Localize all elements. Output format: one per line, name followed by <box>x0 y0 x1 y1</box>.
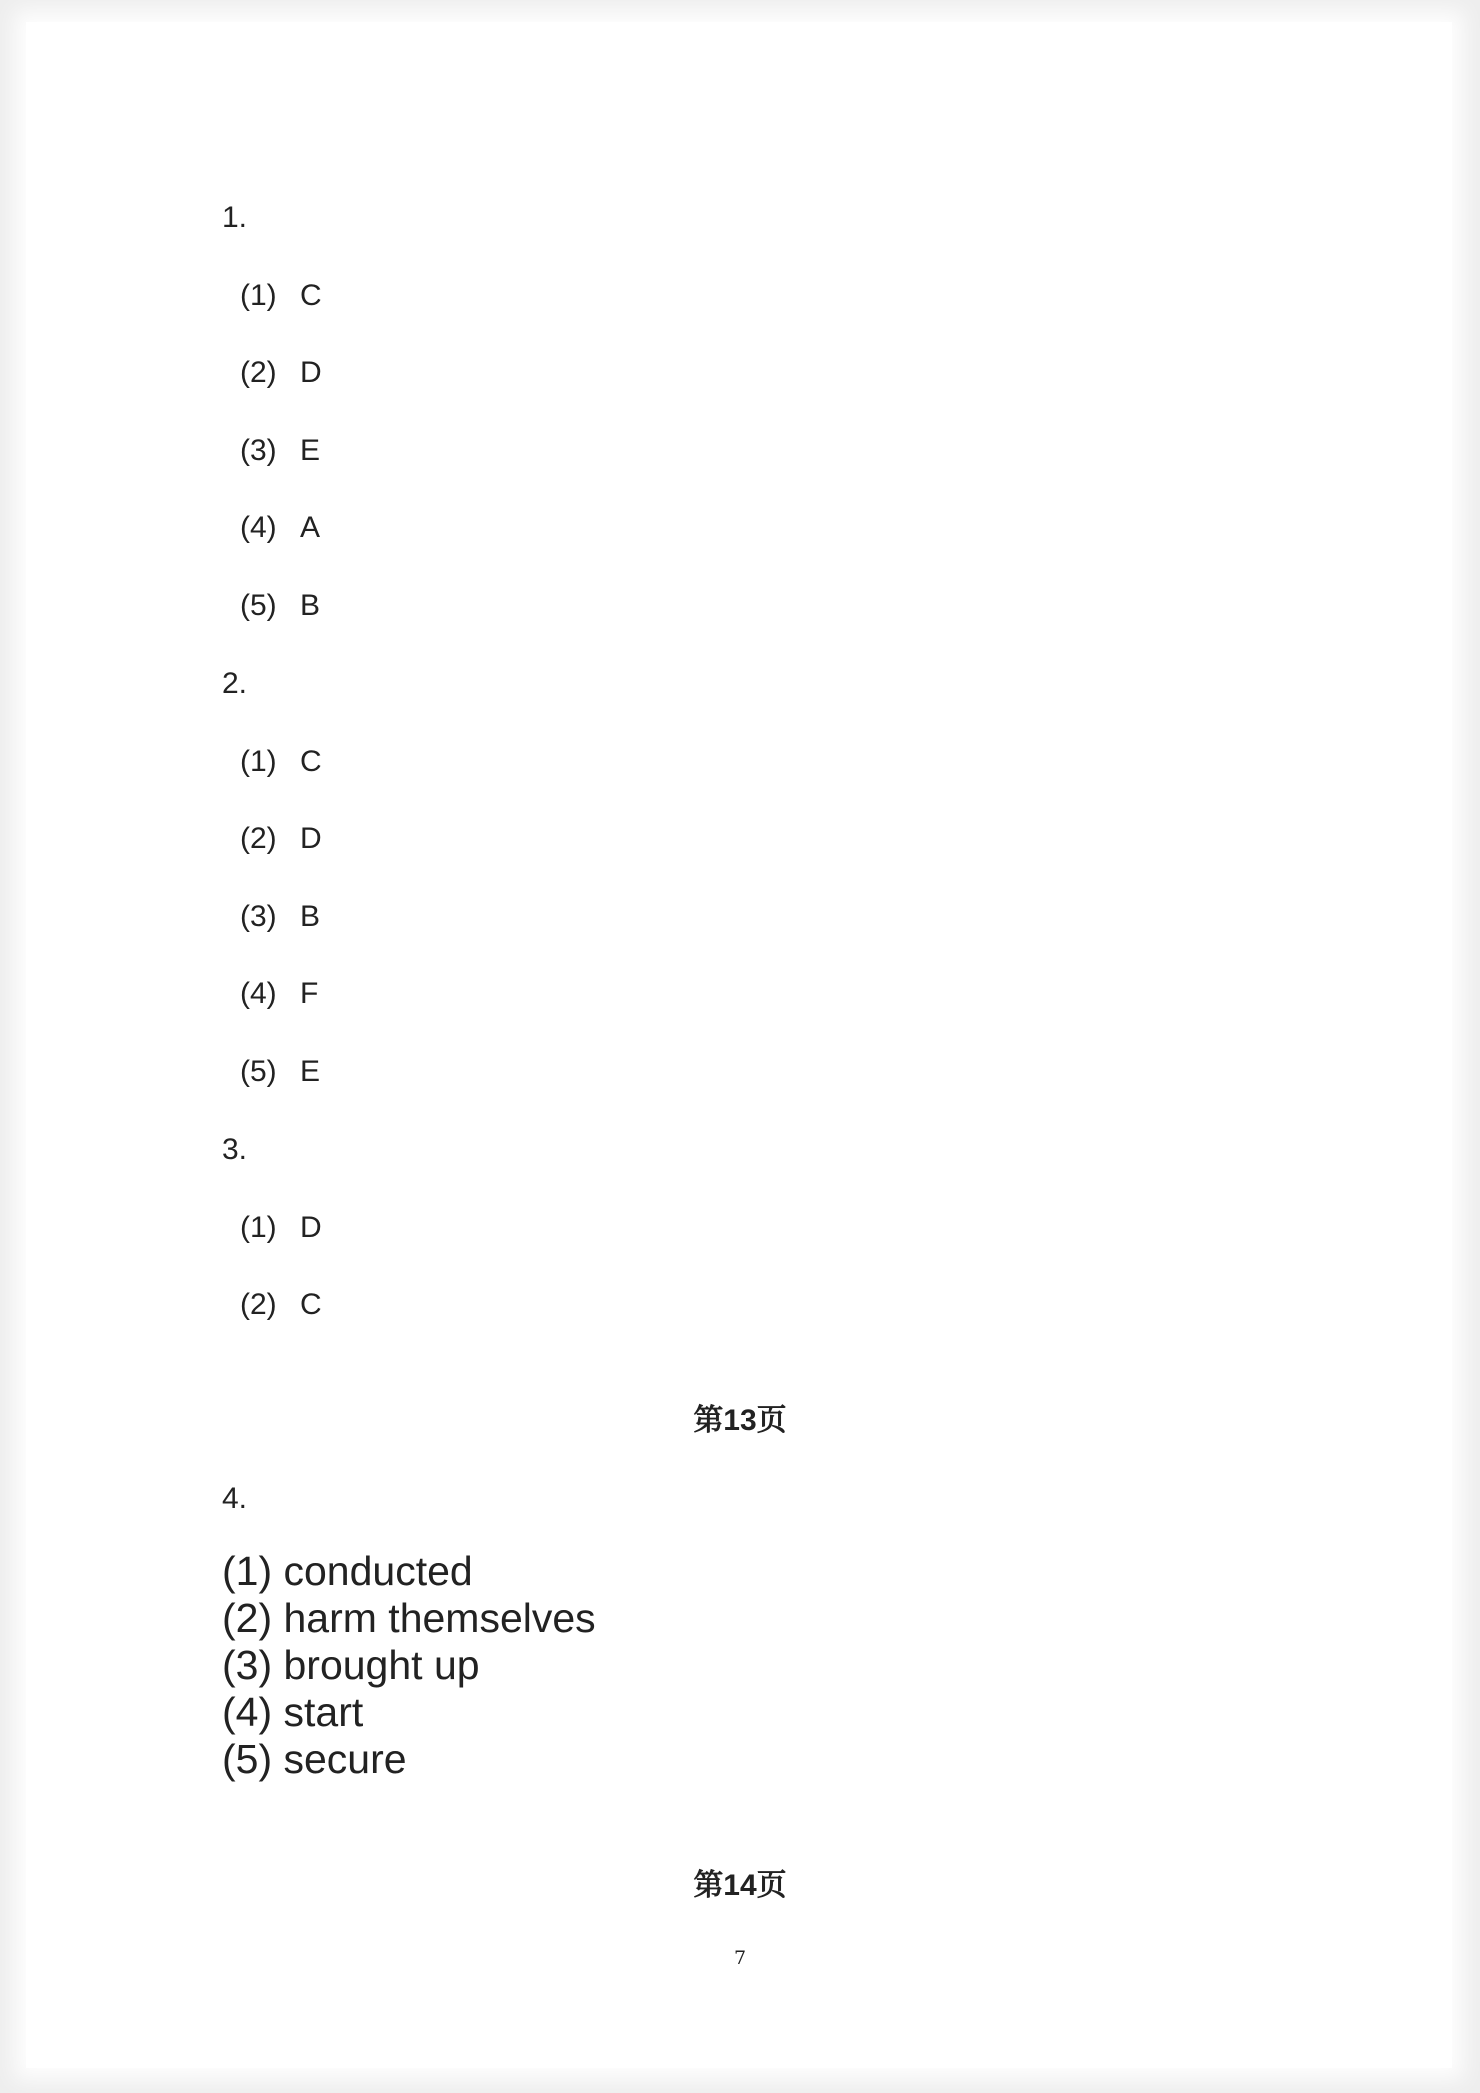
answer-1-3 <box>240 433 320 469</box>
answer-1-2 <box>240 355 322 391</box>
answer-label: (2) <box>240 822 277 855</box>
page-number: 7 <box>733 1947 747 1969</box>
answer-label: (5) <box>240 589 277 622</box>
answer-label: (3) <box>240 434 277 467</box>
question-number-4: 4. <box>222 1482 248 1515</box>
answer-label: (5) <box>240 1055 277 1088</box>
answer-4-4: (4) start <box>222 1689 364 1735</box>
answer-3-1 <box>240 1210 322 1246</box>
answer-value: C <box>300 279 322 312</box>
answer-2-5 <box>240 1054 320 1090</box>
answer-value: A <box>300 511 321 544</box>
answer-label: (2) <box>240 1288 277 1321</box>
answer-4-2: (2) harm themselves <box>222 1595 596 1641</box>
answer-label: (1) <box>240 745 277 778</box>
answer-4-5: (5) secure <box>222 1736 407 1782</box>
answer-label: (3) <box>240 900 277 933</box>
answer-value: D <box>300 1211 322 1244</box>
answer-value: F <box>300 977 319 1010</box>
answer-label: (1) <box>240 1211 277 1244</box>
answer-value: C <box>300 745 322 778</box>
answer-2-3 <box>240 899 320 935</box>
answer-1-4 <box>240 510 320 546</box>
answer-2-2 <box>240 821 322 857</box>
answer-4-3: (3) brought up <box>222 1642 480 1688</box>
answer-value: D <box>300 822 322 855</box>
answer-value: D <box>300 356 322 389</box>
answer-value: B <box>300 900 321 933</box>
answer-4-1: (1) conducted <box>222 1548 473 1594</box>
question-number-1: 1. <box>222 201 248 234</box>
answer-value: E <box>300 434 321 467</box>
answer-2-4 <box>240 976 318 1012</box>
answer-2-1 <box>240 744 322 780</box>
question-number-3: 3. <box>222 1133 248 1166</box>
answer-label: (2) <box>240 356 277 389</box>
answer-value: E <box>300 1055 321 1088</box>
answer-1-5 <box>240 588 320 624</box>
page-heading-14: 第14页 <box>693 1869 787 1902</box>
answer-label: (4) <box>240 511 277 544</box>
answer-value: C <box>300 1288 322 1321</box>
page-heading-13: 第13页 <box>693 1404 787 1437</box>
answer-label: (1) <box>240 279 277 312</box>
answer-1-1 <box>240 278 322 314</box>
question-number-2: 2. <box>222 667 248 700</box>
answer-label: (4) <box>240 977 277 1010</box>
answer-3-2 <box>240 1287 322 1323</box>
answer-value: B <box>300 589 321 622</box>
